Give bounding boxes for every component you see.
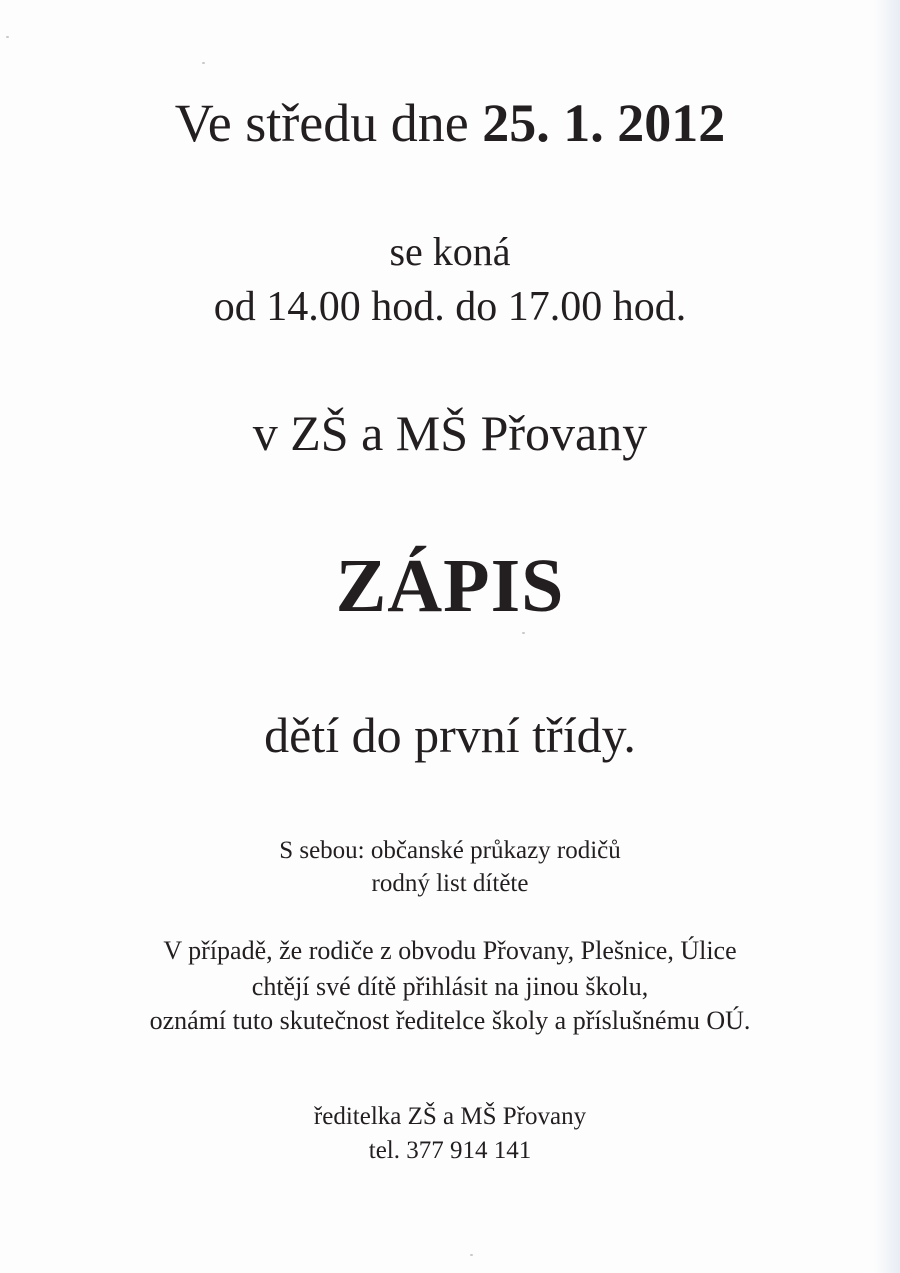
scan-speck (6, 36, 9, 38)
school-change-note-line-1: V případě, že rodiče z obvodu Přovany, Plešnice, Úlice (163, 936, 737, 965)
scan-speck (470, 1254, 473, 1256)
school-change-note-line-3: oznámí tuto skutečnost ředitelce školy a příslušnému OÚ. (149, 1006, 751, 1035)
date-prefix: Ve středu dne (174, 93, 483, 153)
school-change-note-line-2: chtějí své dítě přihlásit na jinou školu, (251, 972, 649, 1001)
scan-edge-shadow (874, 0, 900, 1273)
notice-subheadline: dětí do první třídy. (264, 707, 636, 763)
event-date-line (0, 93, 900, 153)
scan-speck (522, 632, 525, 634)
signature-phone: tel. 377 914 141 (368, 1137, 532, 1164)
event-time-line: od 14.00 hod. do 17.00 hod. (213, 284, 687, 330)
bring-documents-line-1: S sebou: občanské průkazy rodičů (279, 837, 621, 864)
bring-documents-line-2: rodný list dítěte (371, 870, 529, 897)
signature-title: ředitelka ZŠ a MŠ Přovany (313, 1103, 587, 1130)
scan-speck (202, 62, 205, 64)
event-date: 25. 1. 2012 (482, 93, 726, 153)
notice-headline: ZÁPIS (335, 544, 565, 628)
takes-place-line: se koná (389, 229, 511, 274)
event-place-line: v ZŠ a MŠ Přovany (252, 405, 648, 461)
